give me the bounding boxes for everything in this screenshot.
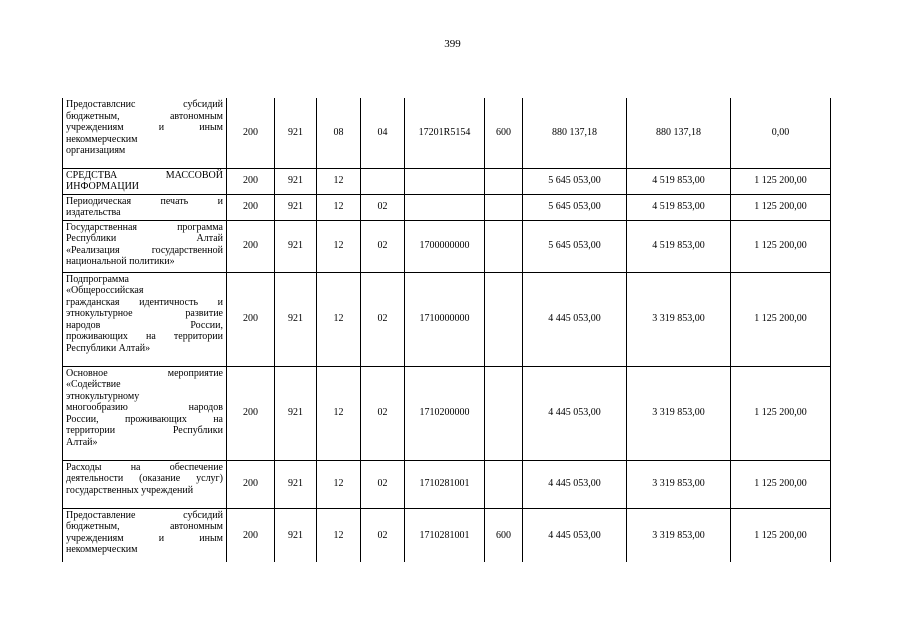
cell-c3: 12 [317,460,361,508]
cell-v2: 4 519 853,00 [627,194,731,220]
cell-c4: 02 [361,272,405,366]
cell-c4: 02 [361,460,405,508]
cell-v2: 3 319 853,00 [627,366,731,460]
cell-c3: 12 [317,272,361,366]
cell-c2: 921 [275,194,317,220]
cell-c4 [361,168,405,194]
row-name-line: издательства [66,207,121,218]
cell-c6: 600 [485,508,523,562]
table-row [63,194,831,220]
row-name-line: гражданская идентичность и [66,296,223,308]
row-name-line: территории Республики [66,425,223,436]
row-name-cell [63,460,227,508]
row-name-line: Алтай» [66,436,98,448]
cell-c3: 12 [317,194,361,220]
row-name-cell [63,194,227,220]
table-row [63,508,831,562]
row-name-cell [63,366,227,460]
cell-c5: 1710200000 [405,366,485,460]
cell-v3: 0,00 [731,98,831,168]
cell-c6 [485,366,523,460]
cell-v1: 4 445 053,00 [523,460,627,508]
row-name-line: «Реализация государственной [66,244,223,256]
cell-c5 [405,168,485,194]
cell-v1: 4 445 053,00 [523,508,627,562]
page-number: 399 [444,38,461,50]
cell-c5 [405,194,485,220]
cell-v3: 1 125 200,00 [731,272,831,366]
row-name-line: Основное мероприятие [66,367,223,379]
cell-c4: 02 [361,508,405,562]
cell-v1: 5 645 053,00 [523,220,627,272]
row-name-line: государственных учреждений [66,484,194,496]
row-name-line: бюджетным, автономным [66,521,223,532]
cell-c5: 17201R5154 [405,98,485,168]
cell-c3: 12 [317,508,361,562]
cell-c6: 600 [485,98,523,168]
cell-c5: 1710000000 [405,272,485,366]
row-name-line: проживающих на территории [66,331,223,342]
cell-c1: 200 [227,508,275,562]
cell-c3: 12 [317,220,361,272]
cell-v1: 880 137,18 [523,98,627,168]
row-name-line: Предоставлснис субсидий [66,99,223,110]
row-name-line: Подпрограмма [66,273,129,285]
cell-v3: 1 125 200,00 [731,194,831,220]
cell-c2: 921 [275,366,317,460]
cell-c2: 921 [275,508,317,562]
row-name-line: ИНФОРМАЦИИ [66,181,140,192]
cell-v3: 1 125 200,00 [731,508,831,562]
row-name-line: Государственная программа [66,221,223,233]
cell-c4: 02 [361,366,405,460]
table-body [63,98,831,562]
cell-c2: 921 [275,272,317,366]
cell-c4: 02 [361,220,405,272]
cell-v2: 3 319 853,00 [627,508,731,562]
table-row [63,272,831,366]
cell-c1: 200 [227,272,275,366]
cell-v3: 1 125 200,00 [731,168,831,194]
row-name-cell [63,168,227,194]
cell-c1: 200 [227,98,275,168]
row-name-cell [63,220,227,272]
cell-c2: 921 [275,168,317,194]
cell-c5: 1710281001 [405,460,485,508]
cell-c6 [485,220,523,272]
row-name-line: этнокультурное развитие [66,308,223,319]
cell-c1: 200 [227,194,275,220]
cell-c6 [485,168,523,194]
row-name-line: некоммерческим [66,133,138,145]
cell-c1: 200 [227,220,275,272]
row-name-line: Предоставление субсидий [66,509,223,521]
cell-v2: 4 519 853,00 [627,168,731,194]
cell-v3: 1 125 200,00 [731,460,831,508]
row-name-line: Республики Алтай [66,233,223,244]
cell-v2: 880 137,18 [627,98,731,168]
row-name-line: некоммерческим [66,544,138,555]
budget-table [62,98,831,562]
cell-v1: 5 645 053,00 [523,168,627,194]
cell-c6 [485,460,523,508]
cell-c1: 200 [227,460,275,508]
cell-c5: 1700000000 [405,220,485,272]
row-name-line: организациям [66,145,126,156]
cell-c1: 200 [227,366,275,460]
row-name-line: Периодическая печать и [66,195,223,207]
cell-v2: 3 319 853,00 [627,460,731,508]
table-row [63,220,831,272]
cell-c6 [485,272,523,366]
cell-v3: 1 125 200,00 [731,220,831,272]
row-name-line: народов России, [66,319,223,331]
row-name-line: России, проживающих на [66,413,223,425]
cell-v2: 3 319 853,00 [627,272,731,366]
row-name-cell [63,98,227,168]
cell-c3: 12 [317,168,361,194]
row-name-line: «Общероссийская [66,285,144,296]
row-name-line: «Содействие [66,379,121,390]
row-name-line: учреждениям и иным [66,532,223,544]
cell-v3: 1 125 200,00 [731,366,831,460]
cell-v1: 4 445 053,00 [523,366,627,460]
row-name-cell [63,508,227,562]
table-row [63,168,831,194]
row-name-line: СРЕДСТВА МАССОВОЙ [66,169,223,181]
row-name-line: многообразию народов [66,402,223,413]
cell-c2: 921 [275,460,317,508]
row-name-line: деятельности (оказание услуг) [66,473,223,484]
row-name-line: бюджетным, автономным [66,110,223,122]
row-name-line: учреждениям и иным [66,122,223,133]
row-name-line: этнокультурному [66,390,140,402]
row-name-cell [63,272,227,366]
cell-v1: 4 445 053,00 [523,272,627,366]
cell-c3: 08 [317,98,361,168]
cell-c4: 02 [361,194,405,220]
cell-c4: 04 [361,98,405,168]
table-row [63,98,831,168]
row-name-line: национальной политики» [66,256,175,267]
cell-c2: 921 [275,98,317,168]
cell-c6 [485,194,523,220]
cell-v1: 5 645 053,00 [523,194,627,220]
cell-v2: 4 519 853,00 [627,220,731,272]
cell-c3: 12 [317,366,361,460]
table-row [63,460,831,508]
row-name-line: Республики Алтай» [66,342,151,354]
row-name-line: Расходы на обеспечение [66,461,223,473]
cell-c5: 1710281001 [405,508,485,562]
cell-c2: 921 [275,220,317,272]
cell-c1: 200 [227,168,275,194]
table-row [63,366,831,460]
